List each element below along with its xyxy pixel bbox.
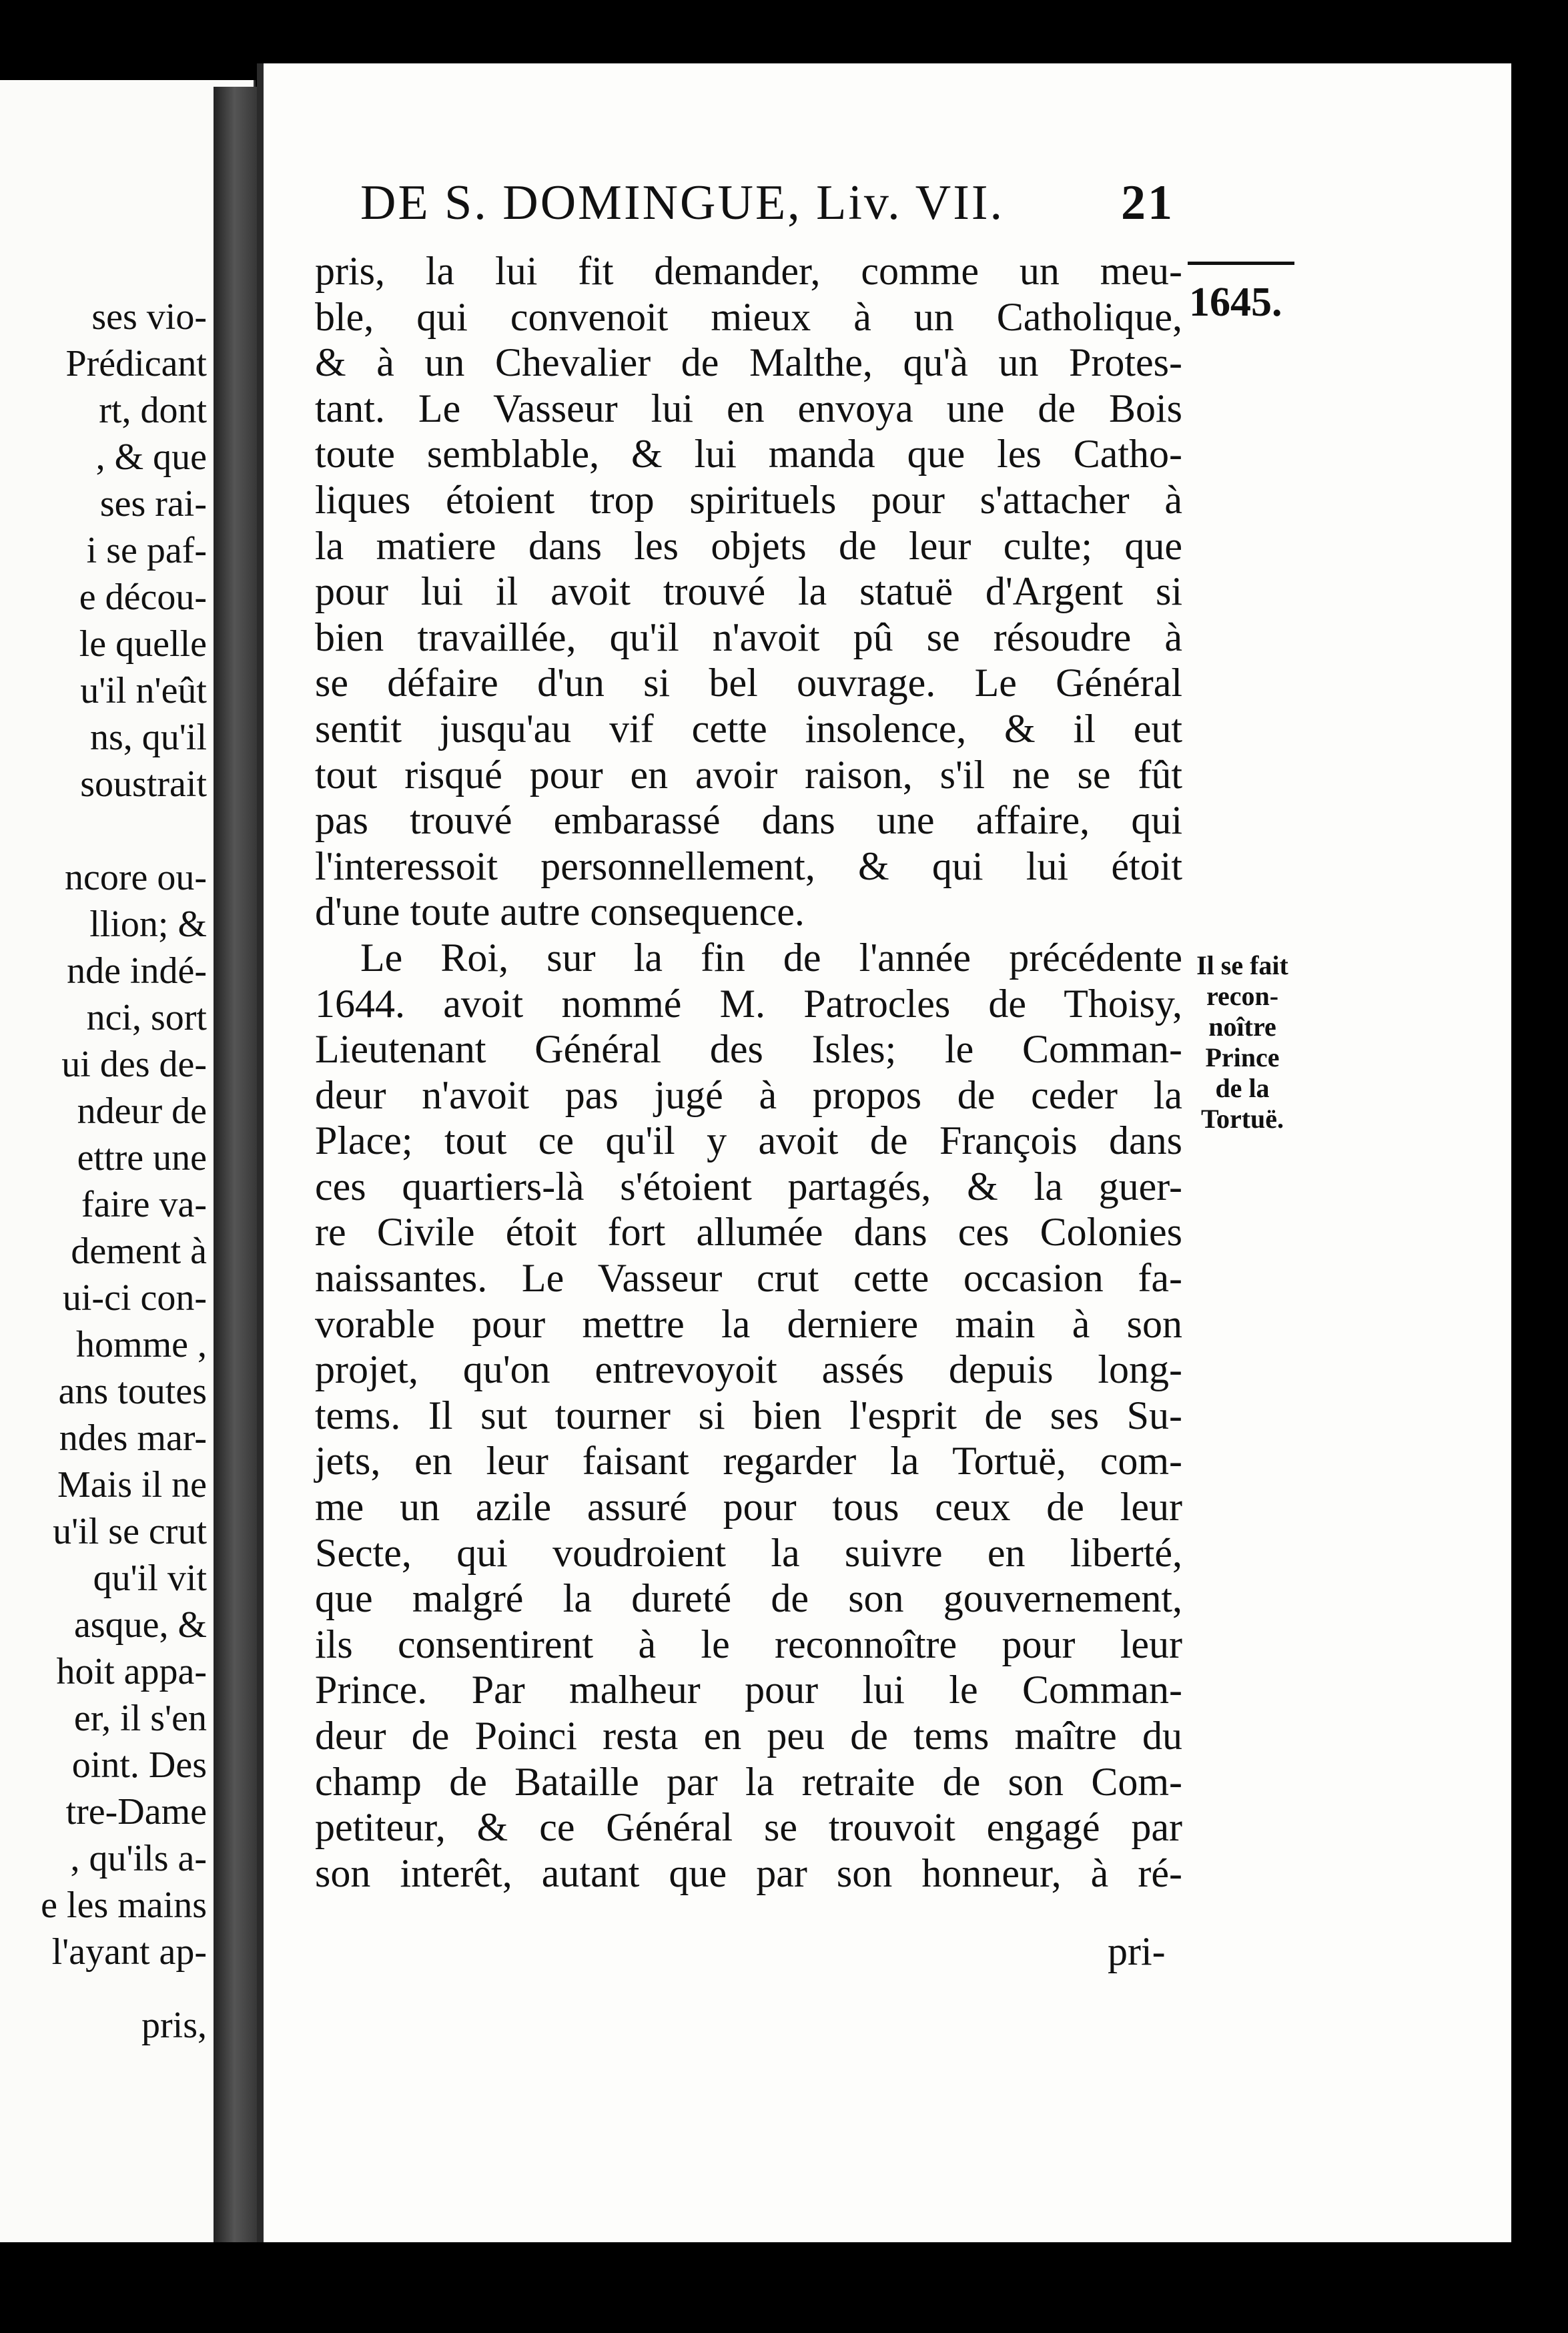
running-header [360, 175, 1174, 232]
margin-note [1169, 950, 1316, 1134]
text-line: ble, qui convenoit mieux à un Catholique, [315, 294, 1182, 339]
left-page-line: tre-Dame [65, 1791, 207, 1832]
left-page-line: ui-ci con- [62, 1277, 207, 1319]
book-spine [214, 87, 260, 2242]
margin-note-line: recon- [1206, 981, 1279, 1011]
text-line: 1644. avoit nommé M. Patrocles de Thoisy, [315, 981, 1182, 1026]
text-line: tout risqué pour en avoir raison, s'il ne se fût [315, 752, 1182, 797]
left-page-line: hoit appa- [56, 1651, 207, 1692]
left-page-line: asque, & [73, 1604, 207, 1646]
left-page-line: oint. Des [71, 1744, 207, 1786]
catchword: pri- [1108, 1929, 1166, 1973]
text-line: Le Roi, sur la fin de l'année précédente [360, 935, 1182, 980]
text-line: deur n'avoit pas jugé à propos de ceder la [315, 1072, 1182, 1117]
left-page-line: soustrait [80, 763, 207, 805]
text-line: me un azile assuré pour tous ceux de leur [315, 1485, 1182, 1530]
left-page-line: u'il n'eût [80, 670, 207, 711]
left-page-line: ns, qu'il [90, 717, 207, 758]
text-line: Prince. Par malheur pour lui le Comman- [315, 1668, 1182, 1712]
left-page-line: , & que [95, 436, 207, 478]
year-margin-note: 1645. [1189, 280, 1282, 325]
left-page-line: ndes mar- [59, 1417, 207, 1459]
left-page-line: nde indé- [67, 950, 207, 992]
text-line: pris, la lui fit demander, comme un meu- [315, 249, 1182, 293]
left-page-line: ncore ou- [64, 857, 207, 898]
left-page-line: e les mains [41, 1885, 207, 1926]
text-line: re Civile étoit fort allumée dans ces Colonies [315, 1210, 1182, 1255]
left-page-line: u'il se crut [53, 1511, 207, 1552]
left-page-line: homme , [76, 1324, 207, 1365]
scan-border [257, 2242, 1568, 2333]
text-line: vorable pour mettre la derniere main à son [315, 1301, 1182, 1346]
text-line: projet, qu'on entrevoyoit assés depuis long- [315, 1347, 1182, 1392]
text-line: champ de Bataille par la retraite de son Com- [315, 1759, 1182, 1804]
text-line: Place; tout ce qu'il y avoit de François dans [315, 1118, 1182, 1163]
left-page-line: i se paf- [86, 530, 207, 571]
left-page-line: rt, dont [99, 390, 207, 431]
text-line: se défaire d'un si bel ouvrage. Le Général [315, 661, 1182, 705]
left-page-line: Prédicant [65, 343, 207, 384]
left-page-line: le quelle [79, 623, 207, 665]
text-line: pour lui il avoit trouvé la statuë d'Argent si [315, 569, 1182, 614]
page-number: 21 [1121, 176, 1174, 230]
text-line: ils consentirent à le reconnoître pour leur [315, 1622, 1182, 1666]
left-page-line: faire va- [81, 1184, 207, 1225]
text-line: d'une toute autre consequence. [315, 890, 805, 934]
left-page-line: ndeur de [77, 1090, 207, 1132]
text-line: sentit jusqu'au vif cette insolence, & il eut [315, 706, 1182, 751]
text-line: tant. Le Vasseur lui en envoya une de Bois [315, 386, 1182, 430]
text-line: deur de Poinci resta en peu de tems maître du [315, 1714, 1182, 1758]
left-page-line: ses vio- [91, 296, 207, 338]
margin-note-line: Il se fait [1196, 950, 1288, 980]
left-page-line: qu'il vit [93, 1558, 207, 1599]
margin-note-line: de la [1215, 1073, 1270, 1103]
left-page-line: dement à [71, 1231, 207, 1272]
text-line: Lieutenant Général des Isles; le Comman- [315, 1027, 1182, 1072]
text-line: bien travaillée, qu'il n'avoit pû se résoudre à [315, 615, 1182, 659]
left-page-line: l'ayant ap- [51, 1931, 207, 1973]
left-page-line: llion; & [89, 904, 207, 945]
margin-note-line: Tortuë. [1200, 1104, 1284, 1134]
left-page-line: Mais il ne [57, 1464, 207, 1506]
left-page-line: , qu'ils a- [70, 1838, 207, 1879]
text-line: que malgré la dureté de son gouvernement, [315, 1576, 1182, 1621]
text-line: l'interessoit personnellement, & qui lui étoit [315, 844, 1182, 888]
left-page-line: ses rai- [99, 483, 207, 525]
text-line: jets, en leur faisant regarder la Tortuë, com- [315, 1439, 1182, 1483]
left-page-line: e décou- [79, 577, 207, 618]
left-page-line [7, 807, 207, 854]
left-page-line: er, il s'en [73, 1698, 207, 1739]
margin-note-line: Prince [1205, 1042, 1280, 1072]
left-page-line: ettre une [77, 1137, 207, 1179]
text-line: petiteur, & ce Général se trouvoit engagé par [315, 1805, 1182, 1850]
text-line: & à un Chevalier de Malthe, qu'à un Protes- [315, 340, 1182, 385]
text-line: toute semblable, & lui manda que les Catho- [315, 432, 1182, 476]
left-page-text [7, 294, 207, 1975]
margin-rule [1188, 262, 1294, 265]
left-page-catchword: pris, [141, 2005, 207, 2046]
text-line: Secte, qui voudroient la suivre en liberté, [315, 1530, 1182, 1575]
text-line: son interêt, autant que par son honneur, à ré- [315, 1851, 1182, 1895]
text-line: tems. Il sut tourner si bien l'esprit de ses Su- [315, 1393, 1182, 1437]
left-page-line: nci, sort [86, 997, 207, 1038]
body-text [315, 248, 1182, 1896]
text-line: naissantes. Le Vasseur crut cette occasion fa- [315, 1256, 1182, 1301]
text-line: ces quartiers-là s'étoient partagés, & la guer- [315, 1164, 1182, 1209]
text-line: pas trouvé embarassé dans une affaire, qui [315, 798, 1182, 843]
left-page-line: ans toutes [58, 1371, 207, 1412]
text-line: liques étoient trop spirituels pour s'attacher à [315, 477, 1182, 522]
left-page-line: ui des de- [61, 1044, 207, 1085]
margin-note-line: noître [1208, 1012, 1276, 1042]
text-line: la matiere dans les objets de leur culte; que [315, 523, 1182, 568]
running-title: DE S. DOMINGUE, Liv. VII. [360, 176, 1004, 230]
